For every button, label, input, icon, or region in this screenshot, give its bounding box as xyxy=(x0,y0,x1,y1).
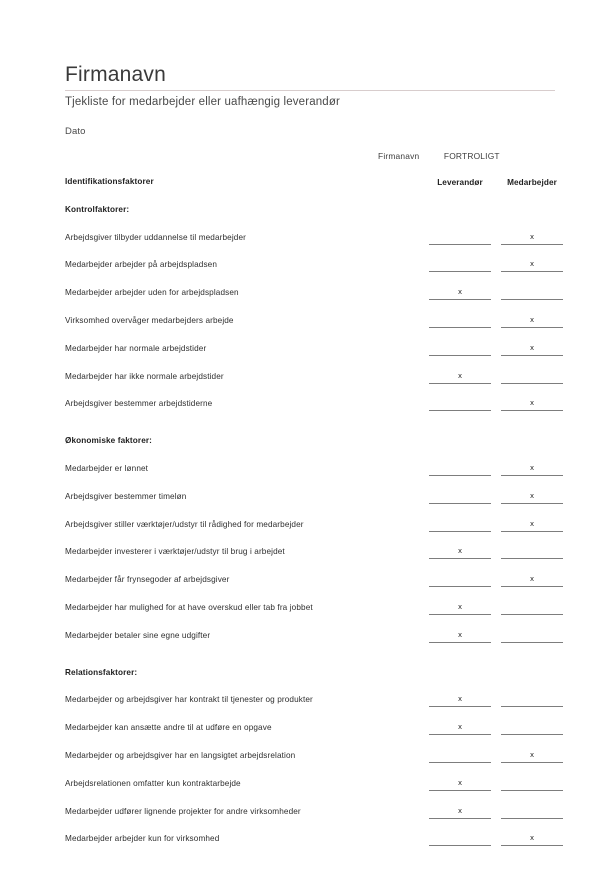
checklist-cell-employee[interactable] xyxy=(501,520,563,536)
checklist-table xyxy=(65,178,555,872)
table-row xyxy=(65,231,555,262)
answer-line-employee xyxy=(501,271,563,272)
checkmark-vendor xyxy=(429,344,491,353)
checkmark-vendor xyxy=(429,751,491,760)
checkmark-employee xyxy=(501,779,563,788)
checklist-cell-vendor[interactable] xyxy=(429,520,491,536)
checklist-item-label: Medarbejder får frynsegoder af arbejdsgiver xyxy=(65,575,230,585)
section-heading: Relationsfaktorer: xyxy=(65,667,138,677)
checklist-item-label: Medarbejder har mulighed for at have overskud eller tab fra jobbet xyxy=(65,602,313,612)
checklist-cell-employee[interactable] xyxy=(501,723,563,739)
answer-line-vendor xyxy=(429,762,491,763)
checklist-cell-employee[interactable] xyxy=(501,464,563,480)
table-row xyxy=(65,490,555,521)
section-heading-row xyxy=(65,206,555,234)
answer-line-vendor xyxy=(429,706,491,707)
document-subtitle: Tjekliste for medarbejder eller uafhængig leverandør xyxy=(65,96,340,109)
checklist-cell-employee[interactable] xyxy=(501,399,563,415)
checkmark-employee xyxy=(501,603,563,612)
checkmark-vendor xyxy=(429,316,491,325)
checklist-cell-vendor[interactable] xyxy=(429,316,491,332)
checkmark-employee: x xyxy=(530,749,534,759)
answer-line-employee xyxy=(501,410,563,411)
answer-line-employee xyxy=(501,762,563,763)
answer-line-vendor xyxy=(429,327,491,328)
checkmark-vendor xyxy=(429,399,491,408)
checkmark-vendor: x xyxy=(458,694,462,704)
table-row xyxy=(65,629,555,660)
checklist-item-label: Medarbejder betaler sine egne udgifter xyxy=(65,630,211,640)
checklist-cell-vendor[interactable] xyxy=(429,547,491,563)
checklist-cell-employee[interactable] xyxy=(501,695,563,711)
table-row xyxy=(65,548,555,576)
checkmark-employee: x xyxy=(530,462,534,472)
checkmark-employee xyxy=(501,695,563,704)
answer-line-employee xyxy=(501,845,563,846)
checklist-item-label: Medarbejder og arbejdsgiver har en langsigtet arbejdsrelation xyxy=(65,750,296,760)
table-row xyxy=(65,576,555,604)
checklist-item-label: Medarbejder arbejder på arbejdspladsen xyxy=(65,260,218,270)
answer-line-employee xyxy=(501,355,563,356)
checklist-cell-vendor[interactable] xyxy=(429,344,491,360)
checklist-item-label: Medarbejder er lønnet xyxy=(65,463,149,473)
title-divider xyxy=(65,90,555,91)
answer-line-vendor xyxy=(429,558,491,559)
answer-line-employee xyxy=(501,790,563,791)
checkmark-employee xyxy=(501,288,563,297)
checkmark-employee: x xyxy=(530,398,534,408)
checkmark-employee: x xyxy=(530,833,534,843)
answer-line-employee xyxy=(501,244,563,245)
checklist-cell-employee[interactable] xyxy=(501,631,563,647)
answer-line-employee xyxy=(501,299,563,300)
checklist-item-label: Arbejdsrelationen omfatter kun kontraktarbejde xyxy=(65,778,241,788)
checkmark-employee: x xyxy=(530,342,534,352)
checkmark-vendor: x xyxy=(458,546,462,556)
answer-line-vendor xyxy=(429,383,491,384)
section-spacer xyxy=(65,863,555,872)
checkmark-employee xyxy=(501,372,563,381)
checklist-cell-employee[interactable] xyxy=(501,751,563,767)
checkmark-vendor: x xyxy=(458,287,462,297)
table-row xyxy=(65,518,555,549)
checklist-cell-employee[interactable] xyxy=(501,288,563,304)
checklist-cell-vendor[interactable] xyxy=(429,399,491,415)
answer-line-employee xyxy=(501,327,563,328)
checklist-cell-vendor[interactable] xyxy=(429,233,491,249)
table-section-title: Identifikationsfaktorer xyxy=(65,177,154,186)
confidentiality-header xyxy=(378,151,558,161)
checkmark-employee xyxy=(501,631,563,640)
checklist-cell-employee[interactable] xyxy=(501,779,563,795)
checkmark-vendor xyxy=(429,260,491,269)
section-heading-row xyxy=(65,437,555,465)
checklist-cell-vendor[interactable] xyxy=(429,807,491,823)
table-row xyxy=(65,462,555,493)
answer-line-vendor xyxy=(429,355,491,356)
checkmark-employee: x xyxy=(530,314,534,324)
checklist-cell-employee[interactable] xyxy=(501,575,563,591)
answer-line-vendor xyxy=(429,244,491,245)
column-header-employee: Medarbejder xyxy=(507,178,557,187)
table-row xyxy=(65,601,555,632)
answer-line-employee xyxy=(501,734,563,735)
table-row xyxy=(65,696,555,724)
answer-line-employee xyxy=(501,614,563,615)
checklist-item-label: Medarbejder investerer i værktøjer/udstyr til brug i arbejdet xyxy=(65,547,285,557)
checkmark-vendor xyxy=(429,575,491,584)
answer-line-vendor xyxy=(429,299,491,300)
checklist-cell-employee[interactable] xyxy=(501,260,563,276)
table-row xyxy=(65,289,555,317)
table-section-title-row xyxy=(65,178,555,206)
checkmark-employee xyxy=(501,807,563,816)
checklist-cell-vendor[interactable] xyxy=(429,372,491,388)
checklist-cell-employee[interactable] xyxy=(501,344,563,360)
checklist-item-label: Arbejdsgiver tilbyder uddannelse til medarbejder xyxy=(65,232,246,242)
checklist-cell-vendor[interactable] xyxy=(429,834,491,850)
table-row xyxy=(65,342,555,373)
checklist-item-label: Arbejdsgiver bestemmer arbejdstiderne xyxy=(65,399,213,409)
answer-line-vendor xyxy=(429,475,491,476)
checklist-cell-employee[interactable] xyxy=(501,316,563,332)
checklist-item-label: Arbejdsgiver stiller værktøjer/udstyr til rådighed for medarbejder xyxy=(65,519,304,529)
checkmark-employee: x xyxy=(530,574,534,584)
answer-line-vendor xyxy=(429,531,491,532)
document-header xyxy=(65,64,555,137)
checkmark-employee xyxy=(501,547,563,556)
checkmark-employee: x xyxy=(530,259,534,269)
checklist-cell-vendor[interactable] xyxy=(429,492,491,508)
checkmark-vendor xyxy=(429,464,491,473)
section-heading-row xyxy=(65,669,555,697)
checklist-cell-employee[interactable] xyxy=(501,233,563,249)
answer-line-vendor xyxy=(429,734,491,735)
section-heading: Kontrolfaktorer: xyxy=(65,204,130,214)
checkmark-employee: x xyxy=(530,518,534,528)
checkmark-vendor xyxy=(429,233,491,242)
section-spacer xyxy=(65,660,555,669)
answer-line-employee xyxy=(501,558,563,559)
checklist-item-label: Medarbejder har ikke normale arbejdstider xyxy=(65,371,224,381)
checklist-item-label: Medarbejder og arbejdsgiver har kontrakt til tjenester og produkter xyxy=(65,695,313,705)
checklist-cell-employee[interactable] xyxy=(501,547,563,563)
answer-line-employee xyxy=(501,706,563,707)
answer-line-vendor xyxy=(429,614,491,615)
checklist-cell-vendor[interactable] xyxy=(429,464,491,480)
answer-line-vendor xyxy=(429,410,491,411)
checklist-cell-vendor[interactable] xyxy=(429,631,491,647)
answer-line-employee xyxy=(501,503,563,504)
checkmark-vendor: x xyxy=(458,722,462,732)
table-row xyxy=(65,400,555,428)
answer-line-employee xyxy=(501,586,563,587)
answer-line-vendor xyxy=(429,818,491,819)
checkmark-vendor xyxy=(429,834,491,843)
answer-line-employee xyxy=(501,383,563,384)
checklist-item-label: Medarbejder har normale arbejdstider xyxy=(65,343,207,353)
table-row xyxy=(65,261,555,289)
checklist-cell-employee[interactable] xyxy=(501,372,563,388)
checkmark-employee xyxy=(501,723,563,732)
checkmark-vendor: x xyxy=(458,370,462,380)
checklist-item-label: Medarbejder arbejder uden for arbejdspladsen xyxy=(65,288,239,298)
section-heading: Økonomiske faktorer: xyxy=(65,436,153,446)
checkmark-employee: x xyxy=(530,231,534,241)
checklist-cell-employee[interactable] xyxy=(501,603,563,619)
checkmark-vendor: x xyxy=(458,777,462,787)
answer-line-vendor xyxy=(429,845,491,846)
confidential-classification: FORTROLIGT xyxy=(443,151,500,161)
answer-line-employee xyxy=(501,818,563,819)
answer-line-vendor xyxy=(429,503,491,504)
table-row xyxy=(65,777,555,808)
confidential-company-name: Firmanavn xyxy=(378,151,420,161)
answer-line-vendor xyxy=(429,586,491,587)
answer-line-employee xyxy=(501,531,563,532)
table-row xyxy=(65,805,555,836)
answer-line-employee xyxy=(501,475,563,476)
checkmark-vendor: x xyxy=(458,601,462,611)
checklist-cell-employee[interactable] xyxy=(501,807,563,823)
checkmark-vendor xyxy=(429,520,491,529)
answer-line-vendor xyxy=(429,790,491,791)
checklist-cell-vendor[interactable] xyxy=(429,779,491,795)
table-row xyxy=(65,835,555,863)
date-label: Dato xyxy=(65,125,86,137)
checklist-cell-vendor[interactable] xyxy=(429,723,491,739)
table-row xyxy=(65,370,555,401)
checklist-item-label: Medarbejder udfører lignende projekter for andre virksomheder xyxy=(65,806,301,816)
checklist-cell-vendor[interactable] xyxy=(429,695,491,711)
checklist-cell-employee[interactable] xyxy=(501,834,563,850)
checkmark-vendor: x xyxy=(458,805,462,815)
checklist-cell-vendor[interactable] xyxy=(429,260,491,276)
checklist-cell-vendor[interactable] xyxy=(429,751,491,767)
checklist-cell-employee[interactable] xyxy=(501,492,563,508)
answer-line-vendor xyxy=(429,271,491,272)
table-row xyxy=(65,314,555,345)
table-row xyxy=(65,749,555,780)
checkmark-employee: x xyxy=(530,490,534,500)
answer-line-vendor xyxy=(429,642,491,643)
checkmark-vendor: x xyxy=(458,629,462,639)
checklist-item-label: Medarbejder kan ansætte andre til at udføre en opgave xyxy=(65,723,272,733)
checklist-item-label: Medarbejder arbejder kun for virksomhed xyxy=(65,834,220,844)
checklist-cell-vendor[interactable] xyxy=(429,603,491,619)
checklist-cell-vendor[interactable] xyxy=(429,288,491,304)
checklist-item-label: Virksomhed overvåger medarbejders arbejde xyxy=(65,315,234,325)
checklist-cell-vendor[interactable] xyxy=(429,575,491,591)
column-header-vendor: Leverandør xyxy=(437,178,483,187)
checklist-item-label: Arbejdsgiver bestemmer timeløn xyxy=(65,491,187,501)
answer-line-employee xyxy=(501,642,563,643)
table-row xyxy=(65,724,555,752)
page-title: Firmanavn xyxy=(65,63,166,86)
checkmark-vendor xyxy=(429,492,491,501)
